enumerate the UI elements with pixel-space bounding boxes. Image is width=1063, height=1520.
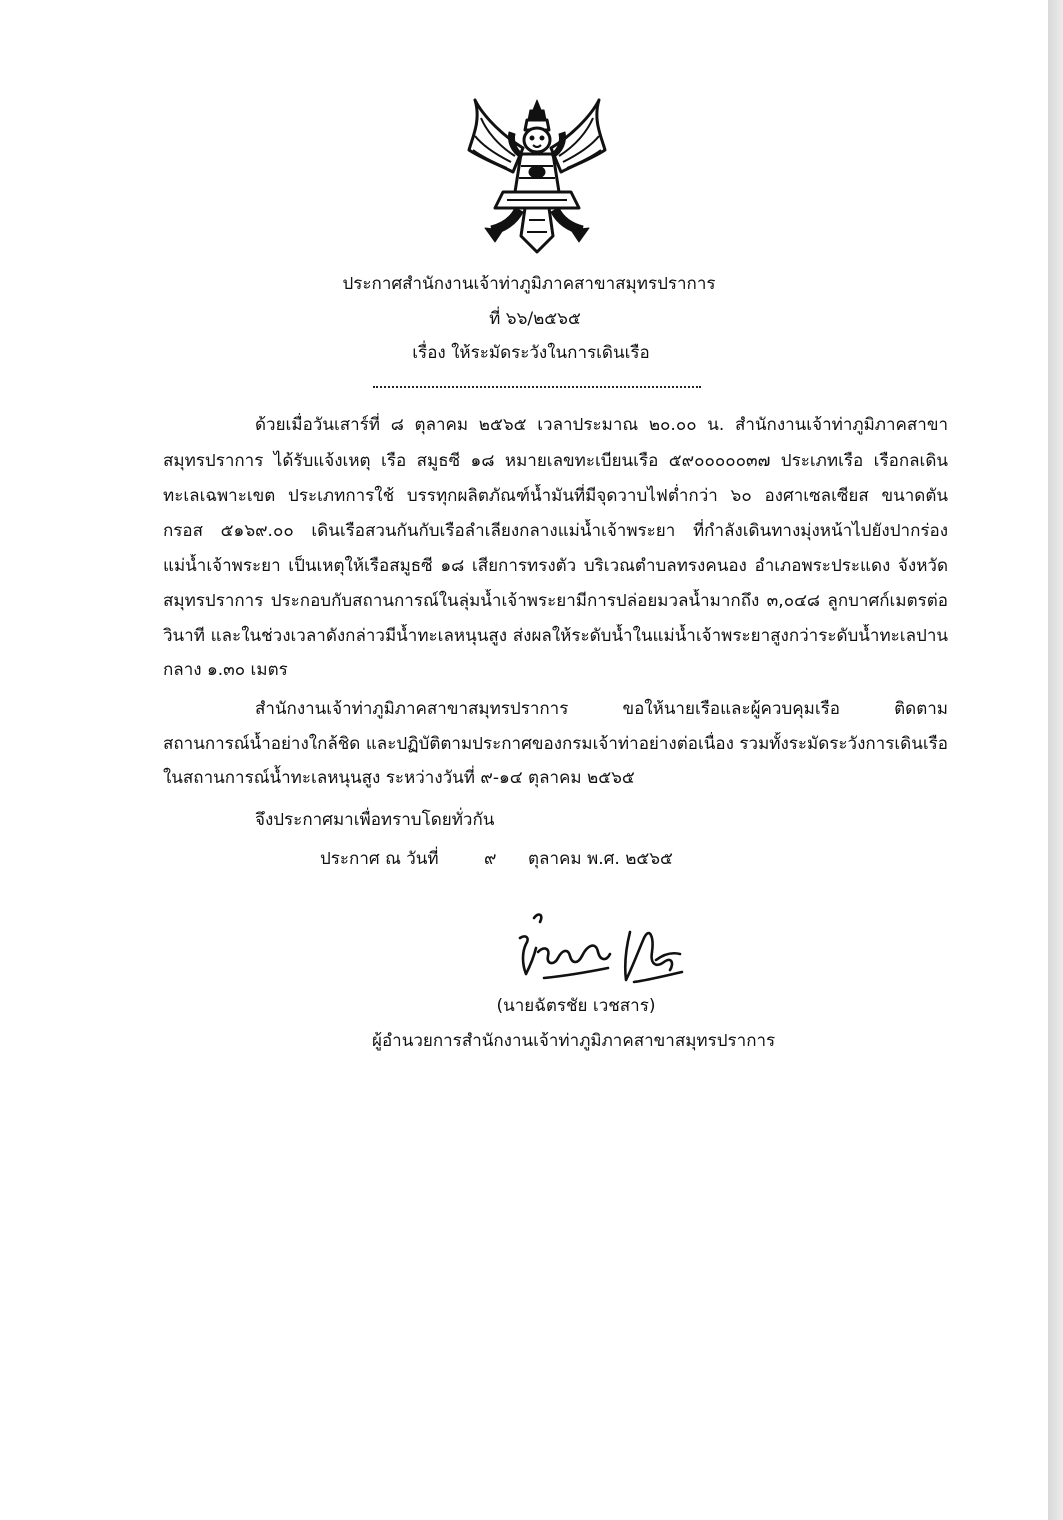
signatory-position: ผู้อำนวยการสำนักงานเจ้าท่าภูมิภาคสาขาสมุทรปราการ — [372, 1031, 776, 1051]
handwritten-signature — [504, 908, 694, 994]
paragraph-line: สถานการณ์น้ำอย่างใกล้ชิด และปฏิบัติตามประกาศของกรมเจ้าท่าอย่างต่อเนื่อง รวมทั้งระมัดระวังการเดินเรือ — [163, 734, 948, 754]
scan-edge-shadow — [1048, 0, 1063, 1520]
date-day: ๙ — [484, 849, 497, 869]
paragraph-line: สมุทรปราการ ประกอบกับสถานการณ์ในลุ่มน้ำเจ้าพระยามีการปล่อยมวลน้ำมากถึง ๓,๐๔๘ ลูกบาศก์เมตรต่อ — [163, 591, 948, 611]
announcement-subject: เรื่อง ให้ระมัดระวังในการเดินเรือ — [412, 343, 650, 363]
date-prefix: ประกาศ ณ วันที่ — [320, 849, 439, 869]
dotted-divider — [373, 386, 701, 388]
garuda-emblem-icon — [463, 96, 611, 256]
paragraph-line: กรอส ๕๑๖๙.๐๐ เดินเรือสวนกันกับเรือลำเลียงกลางแม่น้ำเจ้าพระยา ที่กำลังเดินทางมุ่งหน้าไปยังปากร่อง — [163, 521, 948, 541]
date-month-year: ตุลาคม พ.ศ. ๒๕๖๕ — [528, 849, 673, 869]
paragraph-line: ด้วยเมื่อวันเสาร์ที่ ๘ ตุลาคม ๒๕๖๕ เวลาประมาณ ๒๐.๐๐ น. สำนักงานเจ้าท่าภูมิภาคสาขา — [255, 415, 948, 435]
paragraph-line: สำนักงานเจ้าท่าภูมิภาคสาขาสมุทรปราการ ขอให้นายเรือและผู้ควบคุมเรือ ติดตาม — [255, 699, 948, 719]
paragraph-line: กลาง ๑.๓๐ เมตร — [163, 660, 288, 680]
announcement-number: ที่ ๖๖/๒๕๖๕ — [489, 309, 581, 329]
signatory-name: (นายฉัตรชัย เวชสาร) — [496, 996, 656, 1016]
paragraph-line: แม่น้ำเจ้าพระยา เป็นเหตุให้เรือสมูธซี ๑๘ เสียการทรงตัว บริเวณตำบลทรงคนอง อำเภอพระประแดง จังหวัด — [163, 556, 948, 576]
paragraph-line: ในสถานการณ์น้ำทะเลหนุนสูง ระหว่างวันที่ ๙-๑๔ ตุลาคม ๒๕๖๕ — [163, 768, 635, 788]
closing-statement: จึงประกาศมาเพื่อทราบโดยทั่วกัน — [255, 810, 495, 830]
paragraph-line: วินาที และในช่วงเวลาดังกล่าวมีน้ำทะเลหนุนสูง ส่งผลให้ระดับน้ำในแม่น้ำเจ้าพระยาสูงกว่าระดับน้ำทะเลปาน — [163, 626, 948, 646]
announcement-title: ประกาศสำนักงานเจ้าท่าภูมิภาคสาขาสมุทรปราการ — [342, 274, 716, 294]
paragraph-line: สมุทรปราการ ได้รับแจ้งเหตุ เรือ สมูธซี ๑๘ หมายเลขทะเบียนเรือ ๕๙๐๐๐๐๐๓๗ ประเภทเรือ เรือกลเดิน — [163, 451, 948, 471]
paragraph-line: ทะเลเฉพาะเขต ประเภทการใช้ บรรทุกผลิตภัณฑ์น้ำมันที่มีจุดวาบไฟต่ำกว่า ๖๐ องศาเซลเซียส ขนาดตัน — [163, 486, 948, 506]
